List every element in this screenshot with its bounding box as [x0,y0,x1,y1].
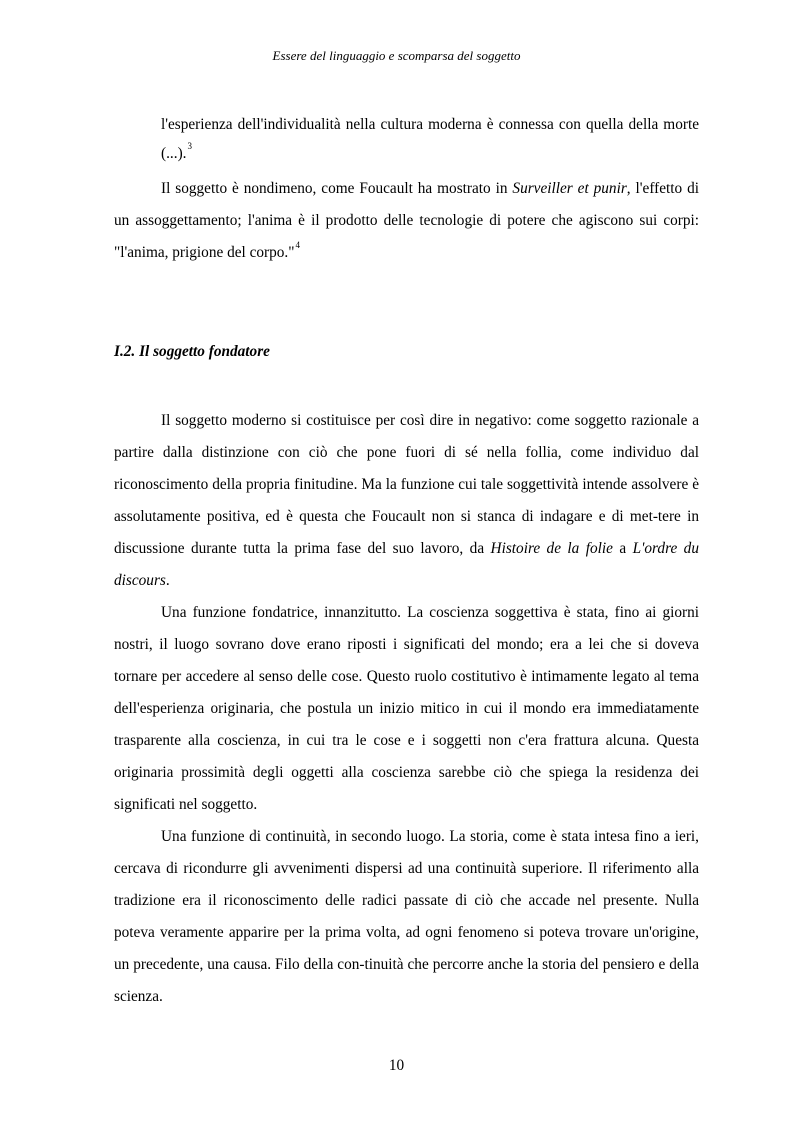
footnote-marker-4[interactable]: 4 [295,240,300,250]
work-title-histoire: Histoire de la folie [490,540,613,557]
page-body [114,110,699,1013]
paragraph-text: Il soggetto moderno si costituisce per così dire in negativo: come soggetto razionale a partire dalla distinzione con ciò che pone fuori di sé nella follia, come individuo dal riconoscimento della propria finitudine. Ma la funzione cui tale soggettività intende assolvere è assolutamente positiva, ed è questa che Foucault non si stanca di indagare e di met-tere in discussione durante tutta la prima fase del suo lavoro, da [114,412,699,557]
work-title-surveiller: Surveiller et punir [512,180,627,197]
running-header: Essere del linguaggio e scomparsa del soggetto [272,48,521,63]
paragraph-funzione-fondatrice: Una funzione fondatrice, innanzitutto. La coscienza soggettiva è stata, fino ai giorni nostri, il luogo sovrano dove erano riposti i significati del mondo; era a lei che si doveva tornare per accedere al senso delle cose. Questo ruolo costitutivo è intimamente legato al tema dell'esperienza originaria, che postula un inizio mitico in cui il mondo era immediatamente trasparente alla coscienza, in cui tra le cose e i soggetti non c'era frattura alcuna. Questa originaria prossimità degli oggetti alla coscienza sarebbe ciò che spiega la residenza dei significati nel soggetto. [114,604,699,813]
paragraph-soggetto-assoggettamento [114,173,699,269]
paragraph-funzione-continuita: Una funzione di continuità, in secondo luogo. La storia, come è stata intesa fino a ieri, cercava di ricondurre gli avvenimenti dispersi ad una continuità superiore. Il riferimento alla tradizione era il riconoscimento delle radici passate di ciò che accade nel presente. Nulla poteva veramente apparire per la prima volta, ad ogni fenomeno si poteva trovare un'origine, un precedente, una causa. Filo della con-tinuità che percorre anche la storia del pensiero e della scienza. [114,828,699,1005]
paragraph-text: , l'effetto di un assoggettamento; l'anima è il prodotto delle tecnologie di potere che agiscono sui corpi: "l'anima, prigione del corpo." [114,180,699,261]
section-spacer [114,363,699,405]
footnote-marker-3[interactable]: 3 [187,141,192,151]
paragraph-text: a [612,540,633,557]
paragraph-soggetto-moderno [114,405,699,597]
work-title-ordre: L'ordre du discours [114,540,699,589]
page-number: 10 [388,1057,405,1074]
paragraph-text: . [165,572,170,589]
quote-text: l'esperienza dell'individualità nella cultura moderna è connessa con quella della morte (...). [161,116,699,162]
section-heading: I.2. Il soggetto fondatore [114,343,270,360]
paragraph-text: Il soggetto è nondimeno, come Foucault ha mostrato in [161,180,513,197]
block-quote [161,110,699,168]
